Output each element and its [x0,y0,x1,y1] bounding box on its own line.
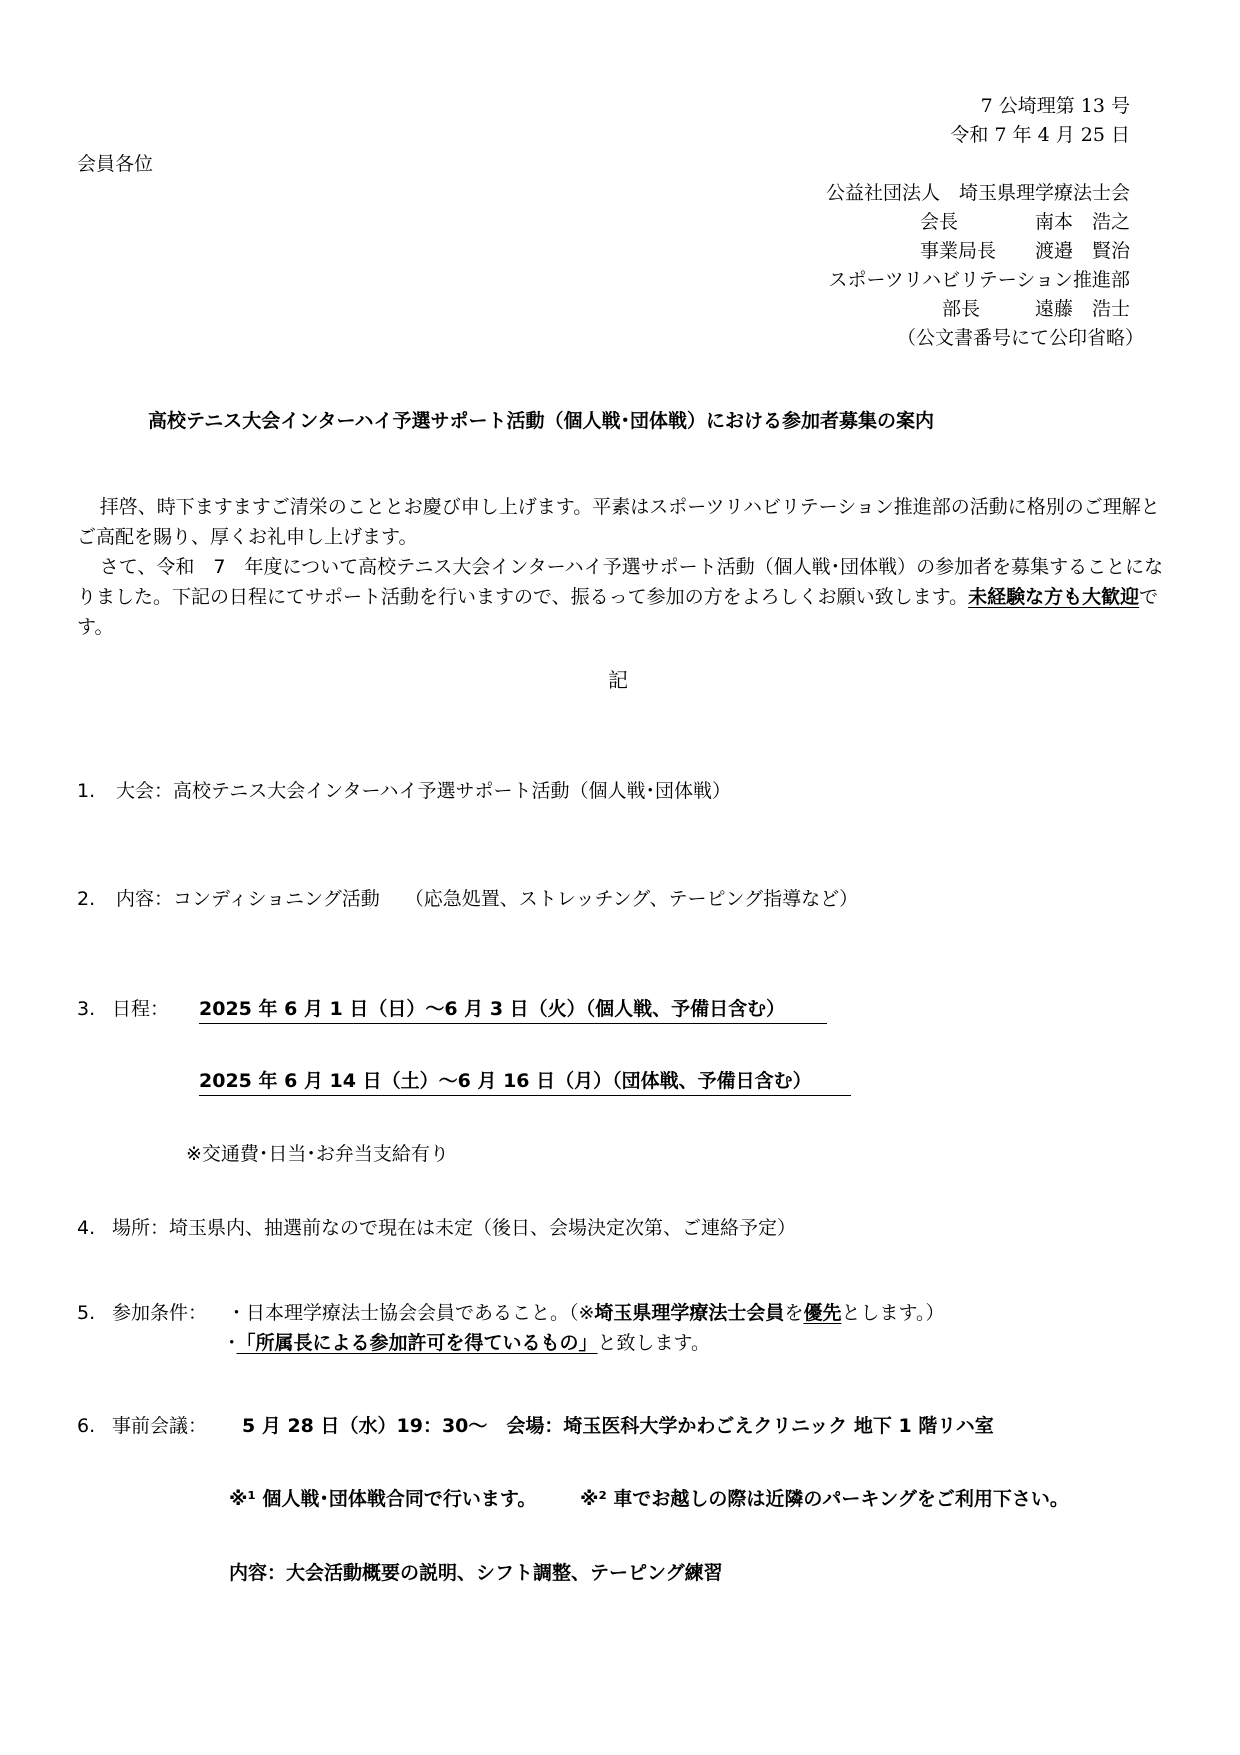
item-1-number: 1. [77,780,96,802]
item-6-number: 6. [77,1415,96,1437]
meeting-note-joint: ※¹ 個人戦･団体戦合同で行います。 [229,1488,537,1510]
sender-org: 公益社団法人 埼玉県理学療法士会 [825,182,1130,204]
announcement-end: です。 [77,586,1159,638]
sender-name-chair: 南本 浩之 [1034,211,1130,233]
ki-heading: 記 [608,668,628,692]
pre-meeting-details: 5 月 28 日（水）19：30～ 会場：埼玉医科大学かわごえクリニック 地下 1 階リハ室 [242,1415,994,1437]
document-title: 高校テニス大会インターハイ予選サポート活動（個人戦･団体戦）における参加者募集の案内 [148,410,935,432]
condition-1-priority: 優先 [803,1302,842,1324]
item-5-label: 参加条件： [112,1302,208,1324]
sender-name-head: 遠藤 浩士 [1034,298,1130,320]
sender-department: スポーツリハビリテーション推進部 [828,269,1130,291]
sender-title-director: 事業局長 [920,240,997,262]
sender-name-director: 渡邉 賢治 [1034,240,1130,262]
item-4-text: 場所：埼玉県内、抽選前なので現在は未定（後日、会場決定次第、ご連絡予定） [112,1217,797,1239]
condition-line-1 [227,1302,944,1325]
body-text [77,492,1165,642]
condition-2-permission: 「所属長による参加許可を得ているもの」 [236,1332,598,1354]
announcement-paragraph [77,552,1165,642]
condition-1-e: とします。） [841,1302,945,1324]
announcement-text: さて、令和 7 年度について高校テニス大会インターハイ予選サポート活動（個人戦･団体戦）の参加者を募集することになりました。下記の日程にてサポート活動を行いますので、振るって参加の方をよろしくお願い致します。 [77,556,1164,608]
condition-1-c: を [784,1302,804,1324]
schedule-individual: 2025 年 6 月 1 日（日）～6 月 3 日（火）（個人戦、予備日含む） [199,998,827,1024]
condition-line-2 [227,1332,710,1355]
schedule-team: 2025 年 6 月 14 日（土）～6 月 16 日（月）（団体戦、予備日含む） [199,1070,851,1096]
condition-2-c: と致します。 [597,1332,711,1354]
sender-title-head: 部長 [942,298,981,320]
greeting-paragraph: 拝啓、時下ますますご清栄のこととお慶び申し上げます。平素はスポーツリハビリテーション推進部の活動に格別のご理解とご高配を賜り、厚くお礼申し上げます。 [77,496,1160,548]
item-4-number: 4. [77,1217,96,1239]
sender-title-chair: 会長 [920,211,959,233]
item-5-number: 5. [77,1302,96,1324]
document-number: 7 公埼理第 13 号 [980,95,1130,117]
condition-2-a: ･ [227,1332,237,1354]
condition-1-a: ・日本理学療法士協会会員であること。（※ [227,1302,595,1324]
meeting-content: 内容：大会活動概要の説明、シフト調整、テーピング練習 [229,1562,723,1584]
item-3-number: 3. [77,998,96,1020]
allowance-note: ※交通費･日当･お弁当支給有り [186,1143,449,1165]
item-3-label: 日程： [112,998,170,1020]
addressee: 会員各位 [77,153,154,175]
beginners-welcome: 未経験な方も大歓迎 [968,586,1140,608]
condition-1-member: 埼玉県理学療法士会員 [594,1302,785,1324]
meeting-note-parking: ※² 車でお越しの際は近隣のパーキングをご利用下さい。 [580,1488,1069,1510]
item-2-text: 内容：コンディショニング活動 （応急処置、ストレッチング、テーピング指導など） [116,888,859,910]
item-6-label: 事前会議： [112,1415,208,1437]
item-2-number: 2. [77,888,96,910]
seal-omitted-note: （公文書番号にて公印省略） [896,327,1144,349]
item-1-text: 大会：高校テニス大会インターハイ予選サポート活動（個人戦･団体戦） [116,780,732,802]
issue-date: 令和 7 年 4 月 25 日 [950,124,1130,146]
